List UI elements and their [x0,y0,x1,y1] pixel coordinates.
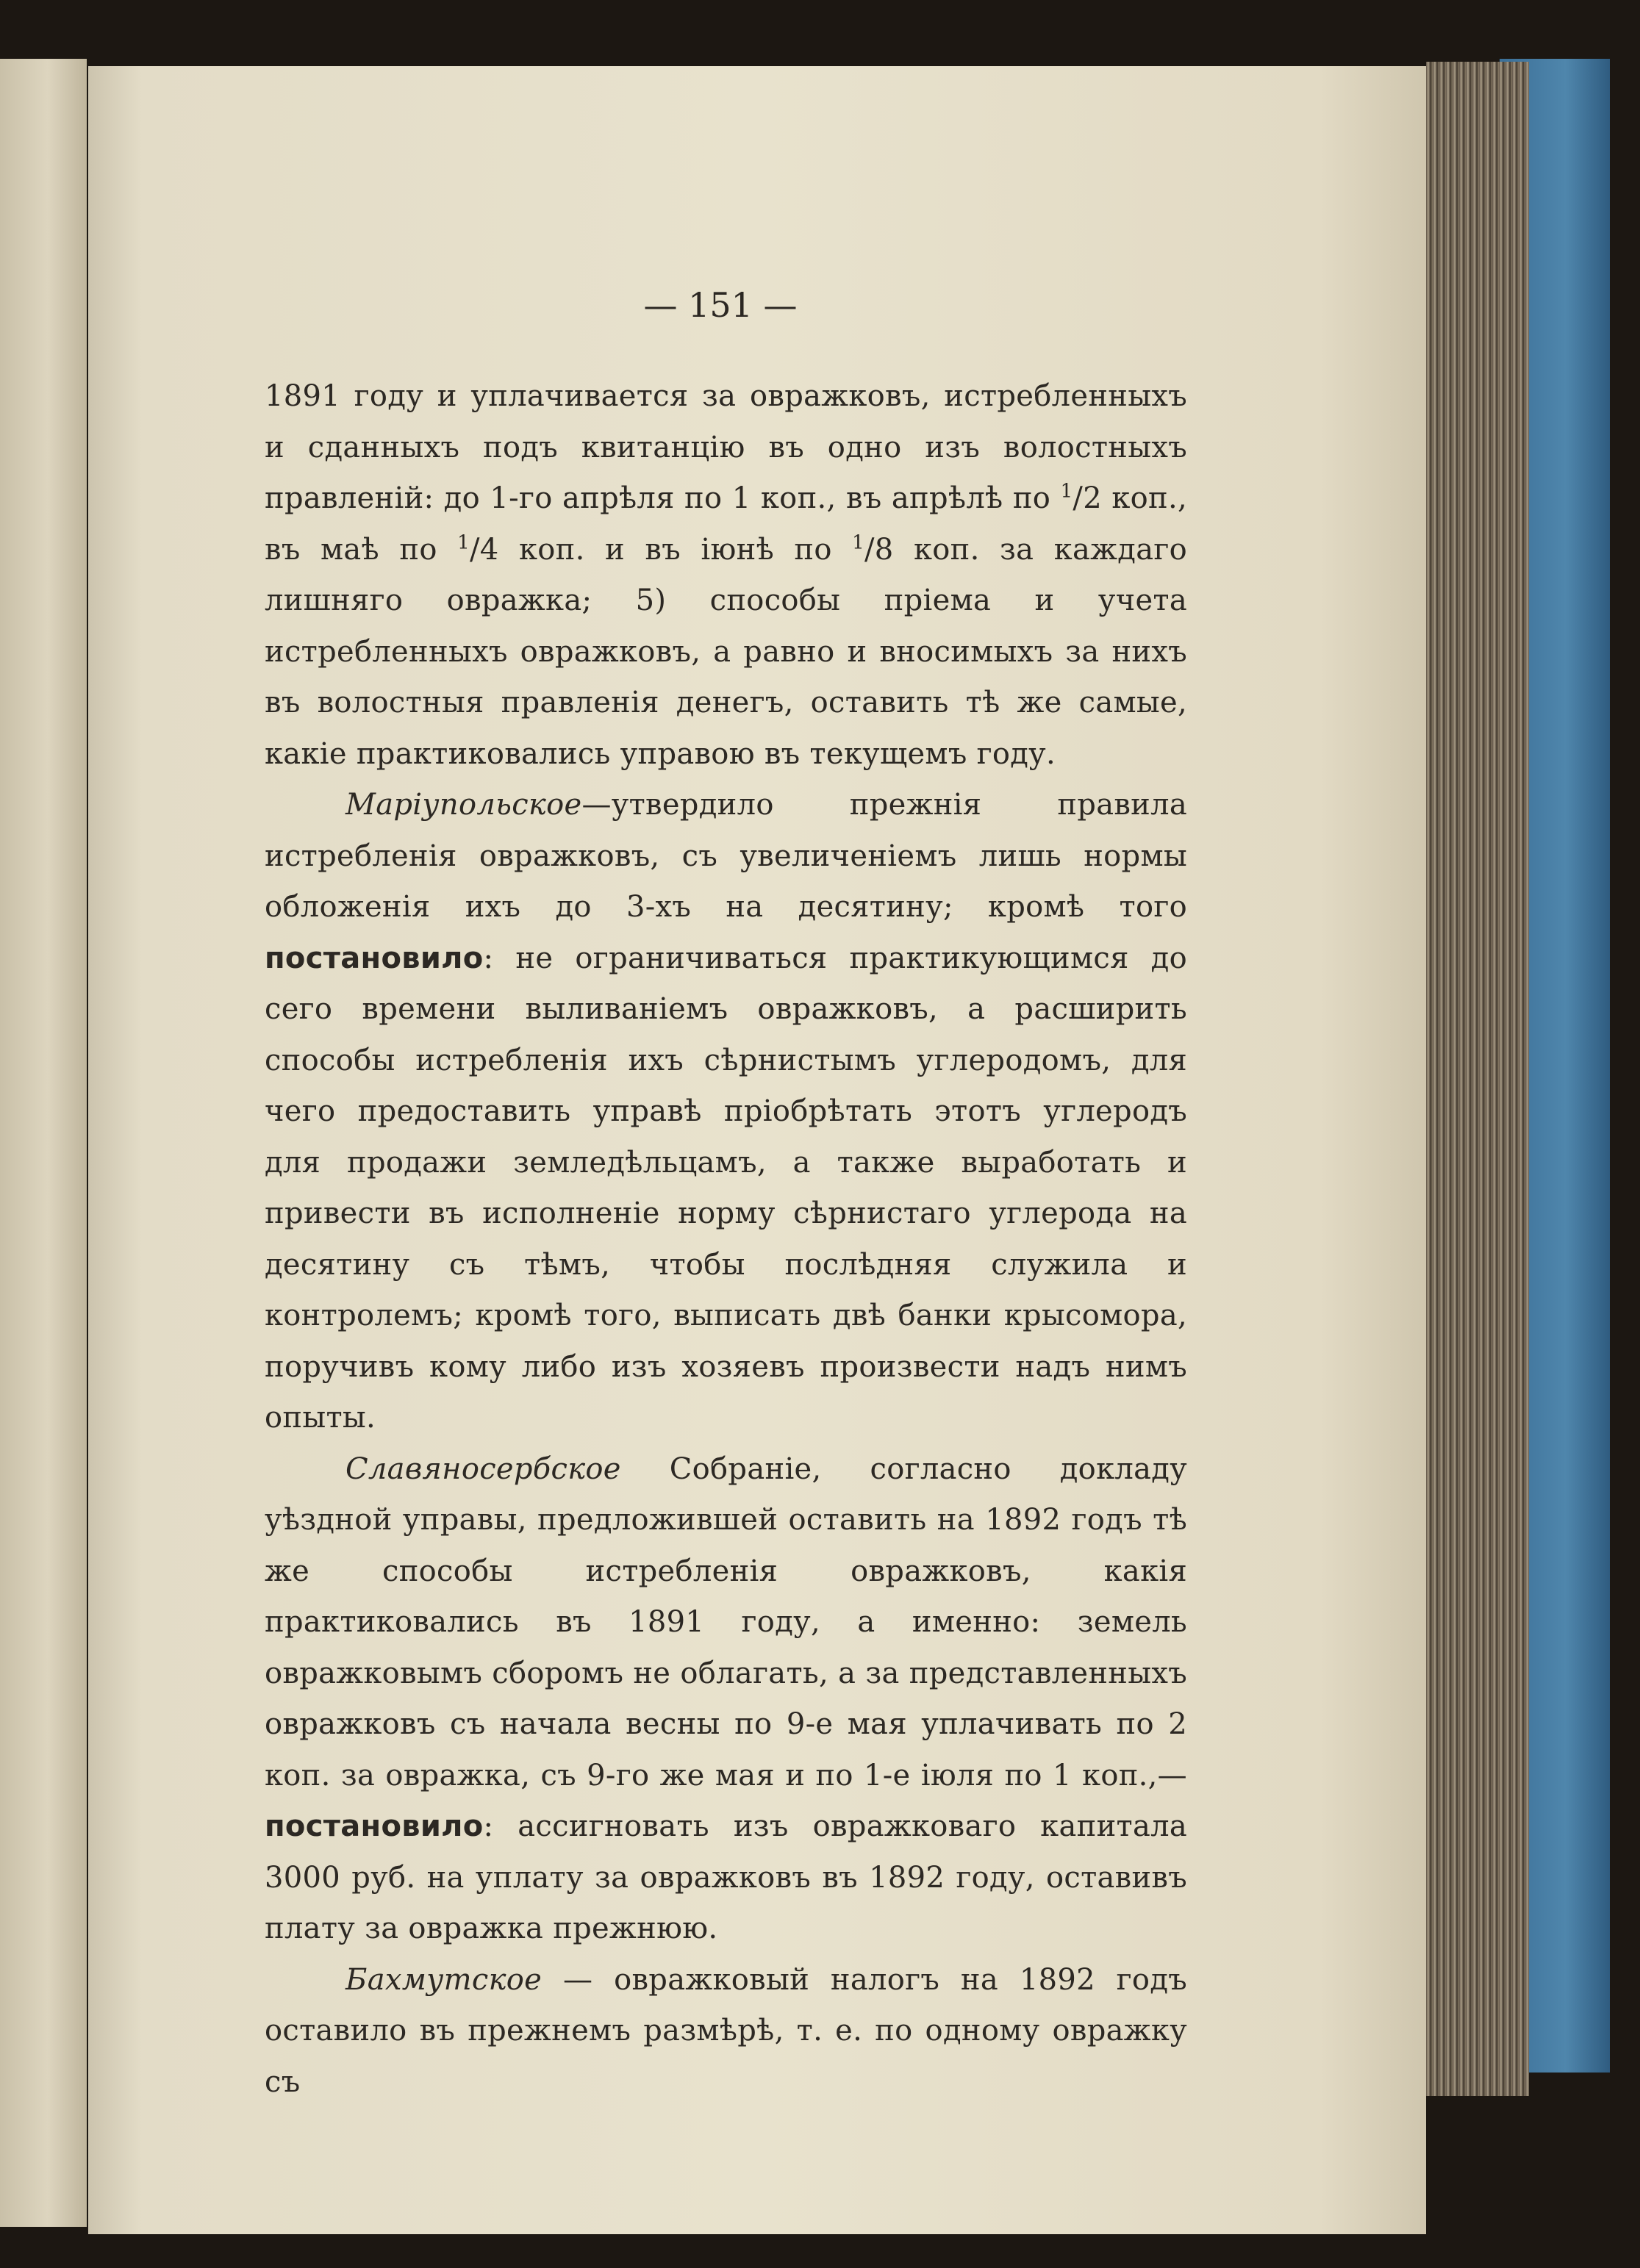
emphasis-keyword: постановило [265,941,484,975]
text-segment: Собраніе, согласно докладу уѣздной управы, предложившей оставить на 1892 годъ тѣ же способы истребленія овражковъ, какія практиковались въ 1891 году, а именно: земель овражковымъ сборомъ не облагать, а за представленныхъ овражковъ съ начала весны по 9-е мая уплачивать по 2 коп. за овражка, съ 9-го же мая и по 1-е іюля по 1 коп.,— [265,1451,1187,1792]
left-page-edge [0,59,87,2227]
district-name: Маріупольское [345,788,582,822]
text-segment: /8 коп. за каждаго лишняго овражка; 5) способы пріема и учета истребленныхъ овражковъ, а равно и вносимыхъ за нихъ въ волостныя правленія денегъ, оставить тѣ же самые, какіе практиковались управою въ текущемъ году. [265,532,1187,771]
district-name: Славяносербское [345,1451,621,1486]
text-segment: : не ограничиваться практикующимся до сего времени выливаніемъ овражковъ, а расширить способы истребленія ихъ сѣрнистымъ углеродомъ, для чего предоставить управѣ пріобрѣтать этотъ углеродъ для продажи земледѣльцамъ, а также выработать и привести въ исполненіе норму сѣрнистаго углерода на десятину съ тѣмъ, чтобы послѣдняя служила и контролемъ; кромѣ того, выписать двѣ банки крысомора, поручивъ кому либо изъ хозяевъ произвести надъ нимъ опыты. [265,941,1187,1435]
page-edges [1426,62,1529,2096]
text-segment: 1891 году и уплачивается за овражковъ, истребленныхъ и сданныхъ подъ квитанцію въ одно изъ волостныхъ правленій: до 1-го апрѣля по 1 коп., въ апрѣлѣ по [265,379,1187,515]
fraction-numerator: 1 [852,531,865,554]
body-text [265,371,1187,2108]
page-number: — 151 — [643,285,798,325]
fraction-numerator: 1 [457,531,470,554]
text-segment: /4 коп. и въ іюнѣ по [470,532,853,567]
text-segment: —утвердило прежнія правила истребленія овражковъ, съ увеличеніемъ лишь нормы обложенія ихъ до 3-хъ на десятину; кромѣ того [265,788,1187,924]
text-segment: — овражковый налогъ на 1892 годъ оставило въ прежнемъ размѣрѣ, т. е. по одному овражку съ [265,1962,1187,2099]
district-name: Бахмутское [345,1962,543,1997]
emphasis-keyword: постановило [265,1809,484,1843]
paragraph [265,1444,1187,1955]
text-segment: /2 коп., въ маѣ по [265,481,1188,567]
paragraph [265,780,1187,1444]
paragraph [265,1955,1187,2109]
paragraph [265,371,1187,780]
text-segment: : ассигновать изъ овражковаго капитала 3000 руб. на уплату за овражковъ въ 1892 году, оставивъ плату за овражка прежнюю. [265,1809,1187,1945]
fraction-numerator: 1 [1060,480,1073,503]
